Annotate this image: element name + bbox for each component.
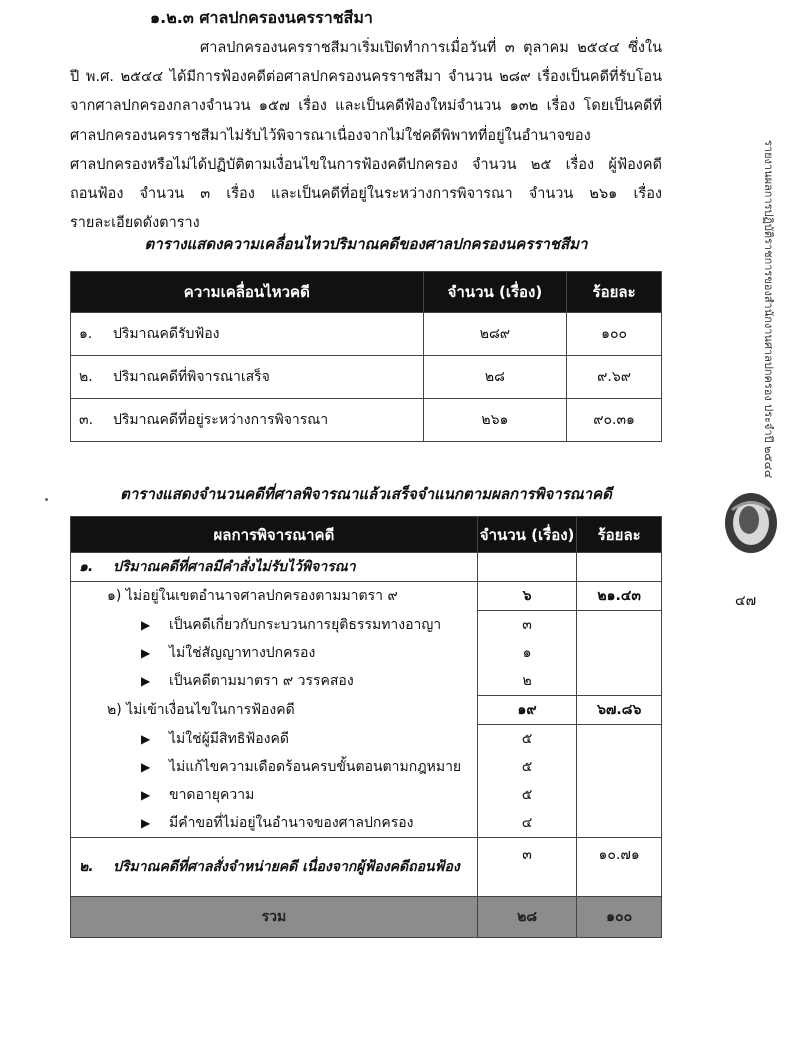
count-cell: ๑๙ — [477, 696, 577, 725]
section-label: ปริมาณคดีที่ศาลมีคำสั่งไม่รับไว้พิจารณา — [113, 559, 356, 575]
row-label: ปริมาณคดีที่พิจารณาเสร็จ — [113, 369, 270, 385]
paragraph-line: ปี พ.ศ. ๒๕๔๔ ได้มีการฟ้องคดีต่อศาลปกครองนครราชสีมา จำนวน ๒๘๙ เรื่องเป็นคดีที่รับโอน — [70, 69, 662, 86]
count-cell: ๒๘ — [423, 356, 567, 399]
table1-caption: ตารางแสดงความเคลื่อนไหวปริมาณคดีของศาลปกครองนครราชสีมา — [144, 235, 588, 253]
count-cell: ๔ — [477, 809, 577, 838]
case-result-table — [70, 516, 662, 938]
court-emblem-icon — [722, 490, 780, 556]
paragraph-line: ศาลปกครองนครราชสีมาไม่รับไว้พิจารณาเนื่องจากไม่ใช่คดีพิพาทที่อยู่ในอำนาจของ — [70, 127, 591, 144]
scan-speck — [45, 498, 48, 501]
column-header: จำนวน (เรื่อง) — [477, 517, 577, 553]
row-label-cell — [71, 399, 424, 442]
case-movement-table — [70, 271, 662, 442]
item-row — [71, 725, 662, 754]
total-label: รวม — [71, 897, 478, 938]
count-cell: ๕ — [477, 753, 577, 781]
item-label-cell — [71, 639, 478, 667]
section-label-cell — [71, 838, 478, 897]
total-count: ๒๘ — [477, 897, 577, 938]
row-index: ๑. — [79, 326, 93, 342]
count-cell: ๒๖๑ — [423, 399, 567, 442]
total-row — [71, 897, 662, 938]
item-label-cell — [71, 809, 478, 838]
item-row — [71, 809, 662, 838]
empty-cell — [577, 553, 662, 582]
column-header: ผลการพิจารณาคดี — [71, 517, 478, 553]
count-cell: ๕ — [477, 725, 577, 754]
empty-cell — [577, 667, 662, 696]
bullet-arrow-icon: ▶ — [141, 646, 151, 660]
percent-cell: ๖๗.๘๖ — [577, 696, 662, 725]
group-row — [71, 582, 662, 611]
empty-cell — [577, 809, 662, 838]
item-label: เป็นคดีตามมาตรา ๙ วรรคสอง — [169, 673, 354, 690]
empty-cell — [477, 553, 577, 582]
bullet-arrow-icon: ▶ — [141, 617, 151, 632]
item-label: ไม่แก้ไขความเดือดร้อนครบขั้นตอนตามกฎหมาย — [169, 759, 462, 775]
row-index: ๓. — [79, 412, 94, 428]
item-row — [71, 667, 662, 696]
paragraph-line: ศาลปกครองนครราชสีมาเริ่มเปิดทำการเมื่อวันที่ ๓ ตุลาคม ๒๕๔๔ ซึ่งใน — [200, 40, 662, 56]
item-row — [71, 753, 662, 781]
empty-cell — [577, 725, 662, 754]
item-label: ไม่ใช่ผู้มีสิทธิฟ้องคดี — [169, 730, 289, 747]
item-row — [71, 781, 662, 809]
paragraph-line: รายละเอียดดังตาราง — [70, 215, 200, 232]
section-index: ๒. — [79, 859, 94, 875]
count-cell: ๓ — [477, 838, 577, 897]
intro-paragraph — [70, 34, 662, 238]
section-label-cell — [71, 553, 478, 582]
table-row — [71, 313, 662, 356]
table2-caption: ตารางแสดงจำนวนคดีที่ศาลพิจารณาแล้วเสร็จจำแนกตามผลการพิจารณาคดี — [120, 485, 612, 503]
percent-cell: ๙๐.๓๑ — [567, 399, 662, 442]
row-label: ปริมาณคดีที่อยู่ระหว่างการพิจารณา — [113, 412, 329, 428]
row-label-cell — [71, 313, 424, 356]
table-header-row — [71, 517, 662, 553]
bullet-arrow-icon: ▶ — [141, 788, 151, 802]
row-label: ปริมาณคดีรับฟ้อง — [113, 326, 220, 342]
row-index: ๒. — [79, 369, 93, 385]
page-number: ๔๗ — [735, 593, 757, 609]
section-index: ๑. — [79, 559, 94, 575]
bullet-arrow-icon: ▶ — [141, 760, 151, 774]
count-cell: ๕ — [477, 781, 577, 809]
item-label-cell — [71, 725, 478, 754]
column-header: ความเคลื่อนไหวคดี — [71, 272, 424, 313]
bullet-arrow-icon: ▶ — [141, 816, 151, 830]
empty-cell — [577, 781, 662, 809]
paragraph-line: ศาลปกครองหรือไม่ได้ปฏิบัติตามเงื่อนไขในการฟ้องคดีปกครอง จำนวน ๒๕ เรื่อง ผู้ฟ้องคดี — [70, 156, 662, 173]
total-percent: ๑๐๐ — [577, 897, 662, 938]
count-cell: ๖ — [477, 582, 577, 611]
item-label: มีคำขอที่ไม่อยู่ในอำนาจของศาลปกครอง — [169, 815, 414, 831]
section-label: ปริมาณคดีที่ศาลสั่งจำหน่ายคดี เนื่องจากผู้ฟ้องคดีถอนฟ้อง — [113, 859, 460, 875]
percent-cell: ๑๐.๗๑ — [577, 838, 662, 897]
item-row — [71, 639, 662, 667]
section-heading: ๑.๒.๓ ศาลปกครองนครราชสีมา — [150, 8, 373, 27]
empty-cell — [577, 753, 662, 781]
bullet-arrow-icon: ▶ — [141, 731, 151, 746]
empty-cell — [577, 611, 662, 640]
percent-cell: ๙.๖๙ — [567, 356, 662, 399]
item-row — [71, 611, 662, 640]
item-label: เป็นคดีเกี่ยวกับกระบวนการยุติธรรมทางอาญา — [169, 616, 442, 633]
count-cell: ๑ — [477, 639, 577, 667]
section-row — [71, 838, 662, 897]
column-header: ร้อยละ — [577, 517, 662, 553]
section-row — [71, 553, 662, 582]
item-label: ไม่ใช่สัญญาทางปกครอง — [169, 645, 316, 661]
group-label: ๑) ไม่อยู่ในเขตอำนาจศาลปกครองตามมาตรา ๙ — [71, 582, 478, 611]
count-cell: ๓ — [477, 611, 577, 640]
item-label: ขาดอายุความ — [169, 787, 255, 803]
item-label-cell — [71, 667, 478, 696]
paragraph-line: ถอนฟ้อง จำนวน ๓ เรื่อง และเป็นคดีที่อยู่ในระหว่างการพิจารณา จำนวน ๒๖๑ เรื่อง — [70, 185, 662, 202]
group-label: ๒) ไม่เข้าเงื่อนไขในการฟ้องคดี — [71, 696, 478, 725]
count-cell: ๒ — [477, 667, 577, 696]
item-label-cell — [71, 753, 478, 781]
percent-cell: ๒๑.๔๓ — [577, 582, 662, 611]
table-header-row — [71, 272, 662, 313]
percent-cell: ๑๐๐ — [567, 313, 662, 356]
item-label-cell — [71, 611, 478, 640]
table-row — [71, 399, 662, 442]
item-label-cell — [71, 781, 478, 809]
bullet-arrow-icon: ▶ — [141, 674, 151, 689]
column-header: จำนวน (เรื่อง) — [423, 272, 567, 313]
empty-cell — [577, 639, 662, 667]
row-label-cell — [71, 356, 424, 399]
paragraph-line: จากศาลปกครองกลางจำนวน ๑๕๗ เรื่อง และเป็นคดีฟ้องใหม่จำนวน ๑๓๒ เรื่อง โดยเป็นคดีที่ — [70, 98, 662, 115]
side-running-header: รายงานผลการปฏิบัติราชการของสำนักงานศาลปกครอง ประจำปี ๒๕๔๔ — [762, 140, 775, 479]
count-cell: ๒๘๙ — [423, 313, 567, 356]
column-header: ร้อยละ — [567, 272, 662, 313]
table-row — [71, 356, 662, 399]
group-row — [71, 696, 662, 725]
